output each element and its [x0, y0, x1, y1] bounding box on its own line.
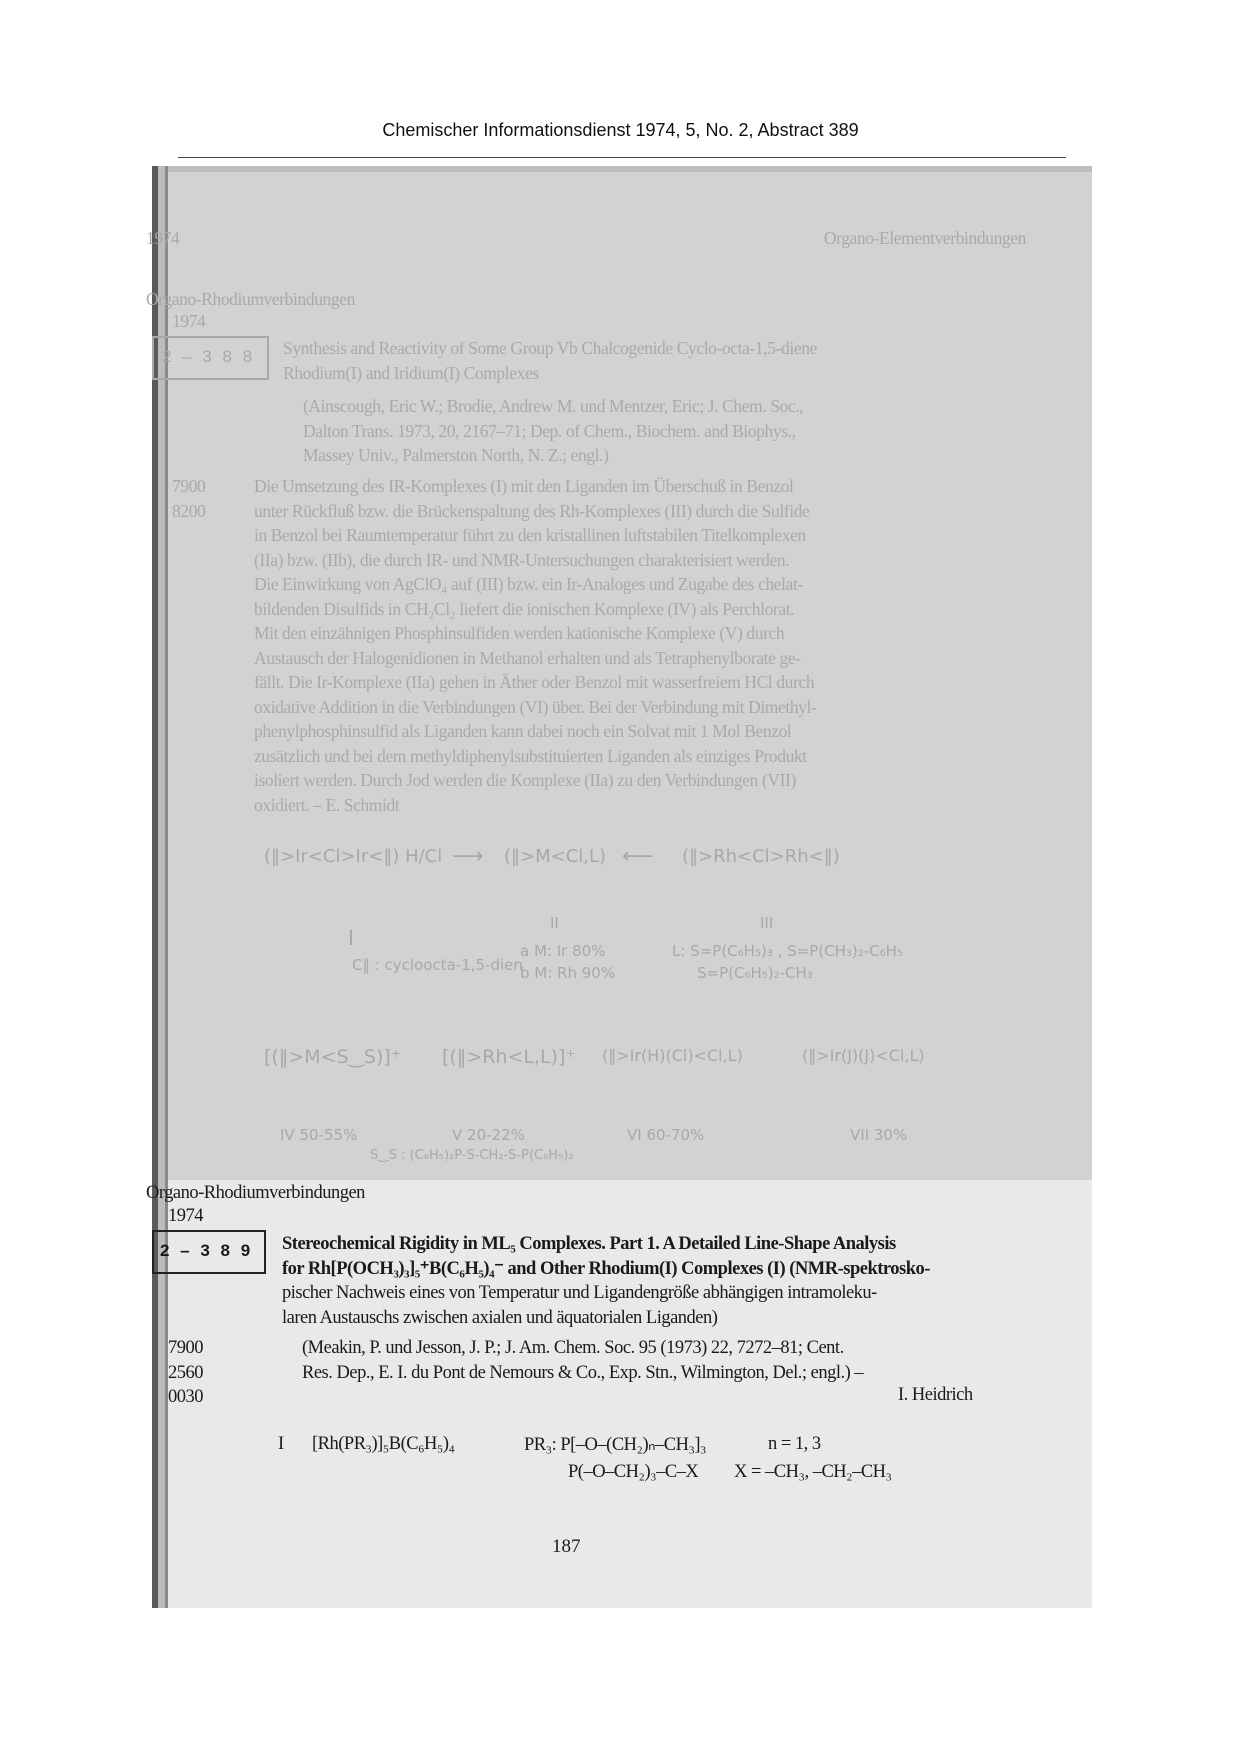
- label-II: II: [550, 914, 559, 932]
- citation-line: Massey Univ., Palmerston North, N. Z.; engl.): [303, 445, 609, 465]
- document-header: Chemischer Informationsdienst 1974, 5, No. 2, Abstract 389: [382, 120, 859, 140]
- structure-II: (‖>M<Cl,L): [504, 846, 607, 867]
- structure-VI: (‖>Ir(H)(Cl)<Cl,L): [602, 1046, 743, 1065]
- binding-edge: [158, 166, 165, 1608]
- arrow-right-icon: ⟶: [452, 844, 484, 869]
- formula-pr3-1: PR₃: P[–O–(CH₂)ₙ–CH₃]₃: [524, 1435, 707, 1455]
- body-line: (IIa) bzw. (IIb), die durch IR- und NMR-Untersuchungen charakterisiert werden.: [254, 549, 790, 570]
- disulfide-definition: S‿S : (C₆H₅)₂P-S-CH₂-S-P(C₆H₅)₂: [370, 1148, 574, 1163]
- structure-IV: [(‖>M<S‿S)]⁺: [264, 1046, 401, 1068]
- yield-VII: VII 30%: [850, 1126, 908, 1144]
- title-line: pischer Nachweis eines von Temperatur und Ligandengröße abhängigen intramoleku-: [282, 1283, 877, 1303]
- running-title: Organo-Elementverbindungen: [823, 228, 1026, 248]
- structure-V: [(‖>Rh<L,L)]⁺: [442, 1046, 576, 1068]
- body-line: fällt. Die Ir-Komplexe (IIa) gehen in Äther oder Benzol mit wasserfreiem HCl durch: [254, 672, 815, 692]
- code: 2560: [168, 1362, 203, 1383]
- abstract-number: 2 – 3 8 8: [162, 347, 256, 366]
- abstract-number-box: [152, 336, 269, 380]
- body-line: phenylphosphinsulfid als Liganden kann dabei noch ein Solvat mit 1 Mol Benzol: [254, 721, 792, 741]
- header-rule: [178, 157, 1066, 158]
- body-line: Die Einwirkung von AgClO₄ auf (III) bzw. ein Ir-Analoges und Zugabe des chelat-: [254, 574, 803, 594]
- abstract-citation: [303, 394, 803, 468]
- cod-definition: C‖ : cycloocta-1,5-dien: [352, 956, 523, 974]
- formula-pr3-2: P(–O–CH₂)₃–C–X: [568, 1462, 699, 1482]
- ligand-definition-2: S=P(C₆H₅)₂-CH₃: [697, 964, 813, 982]
- abstract-number-box: [152, 1230, 266, 1274]
- label-III: III: [760, 914, 774, 932]
- citation-line: (Meakin, P. und Jesson, J. P.; J. Am. Chem. Soc. 95 (1973) 22, 7272–81; Cent.: [302, 1338, 844, 1358]
- formula-n: n = 1, 3: [768, 1434, 821, 1454]
- abstract-title: [283, 336, 817, 385]
- page-number: 187: [552, 1536, 581, 1557]
- code: 0030: [168, 1387, 203, 1407]
- running-year: 1974: [146, 228, 180, 248]
- formula-compound: [Rh(PR₃)]₅B(C₆H₅)₄: [312, 1434, 455, 1454]
- title-line: Rhodium(I) and Iridium(I) Complexes: [283, 362, 539, 383]
- section-year: 1974: [168, 1206, 203, 1226]
- code: 7900: [172, 476, 206, 496]
- yield-IIb: b M: Rh 90%: [520, 964, 616, 982]
- structure-I: (‖>Ir<Cl>Ir<‖) H/Cl: [264, 846, 443, 867]
- scanned-page: [146, 166, 1092, 1608]
- section-heading: Organo-Rhodiumverbindungen: [146, 289, 355, 309]
- yield-V: V 20-22%: [452, 1126, 525, 1144]
- body-line: Austausch der Halogenidionen in Methanol erhalten und als Tetraphenylborate ge-: [254, 647, 801, 668]
- abstract-body: [254, 474, 816, 817]
- classification-codes: [172, 474, 205, 523]
- section-year: 1974: [172, 311, 206, 331]
- section-heading: Organo-Rhodiumverbindungen: [146, 1183, 365, 1203]
- title-line: laren Austauschs zwischen axialen und äquatorialen Liganden): [282, 1307, 718, 1328]
- body-line: zusätzlich und bei dem methyldiphenylsubstituierten Liganden als einziges Produkt: [254, 745, 807, 766]
- structure-VII: (‖>Ir(J)(J)<Cl,L): [802, 1046, 925, 1065]
- body-line: Mit den einzähnigen Phosphinsulfiden werden kationische Komplexe (V) durch: [254, 623, 785, 643]
- abstractor: I. Heidrich: [898, 1385, 973, 1405]
- title-line: for Rh[P(OCH₃)₃]₅⁺B(C₆H₅)₄⁻ and Other Rhodium(I) Complexes (I) (NMR-spektrosko-: [282, 1258, 930, 1279]
- abstract-title: [282, 1232, 930, 1330]
- yield-IV: IV 50-55%: [280, 1126, 358, 1144]
- body-line: oxidiert. – E. Schmidt: [254, 794, 400, 815]
- code: 7900: [168, 1338, 203, 1358]
- formula-x: X = –CH₃, –CH₂–CH₃: [734, 1462, 892, 1482]
- body-line: bildenden Disulfids in CH₂Cl₂ liefert die ionischen Komplexe (IV) als Perchlorat.: [254, 598, 795, 619]
- abstract-number: 2 – 3 8 9: [160, 1241, 254, 1260]
- body-line: isoliert werden. Durch Jod werden die Komplexe (IIa) zu den Verbindungen (VII): [254, 770, 796, 790]
- citation-line: (Ainscough, Eric W.; Brodie, Andrew M. und Mentzer, Eric; J. Chem. Soc.,: [303, 396, 804, 416]
- arrow-left-icon: ⟵: [622, 844, 654, 869]
- body-line: in Benzol bei Raumtemperatur führt zu den kristallinen luftstabilen Titelkomplexen: [254, 525, 806, 545]
- abstract-citation: [302, 1336, 863, 1385]
- formula-label: I: [278, 1434, 284, 1454]
- code: 8200: [172, 500, 206, 521]
- ligand-definition: L: S=P(C₆H₅)₃ , S=P(CH₃)₂-C₆H₅: [672, 942, 903, 960]
- citation-line: Dalton Trans. 1973, 20, 2167–71; Dep. of Chem., Biochem. and Biophys.,: [303, 420, 796, 441]
- yield-IIa: a M: Ir 80%: [520, 942, 606, 960]
- title-line: Stereochemical Rigidity in ML₅ Complexes. Part 1. A Detailed Line-Shape Analysis: [282, 1234, 896, 1254]
- binding-edge-dark: [152, 166, 158, 1608]
- title-line: Synthesis and Reactivity of Some Group Vb Chalcogenide Cyclo-octa-1,5-diene: [283, 338, 817, 358]
- body-line: unter Rückfluß bzw. die Brückenspaltung des Rh-Komplexes (III) durch die Sulfide: [254, 500, 810, 521]
- body-line: oxidative Addition in die Verbindungen (VI) über. Bei der Verbindung mit Dimethyl-: [254, 696, 817, 717]
- body-line: Die Umsetzung des IR-Komplexes (I) mit den Liganden im Überschuß in Benzol: [254, 476, 794, 496]
- label-I: I: [348, 926, 354, 950]
- classification-codes: [168, 1336, 203, 1410]
- scan-shadow: [152, 166, 1092, 172]
- structure-III: (‖>Rh<Cl>Rh<‖): [682, 846, 840, 867]
- citation-line: Res. Dep., E. I. du Pont de Nemours & Co., Exp. Stn., Wilmington, Del.; engl.) –: [302, 1362, 864, 1383]
- yield-VI: VI 60-70%: [627, 1126, 705, 1144]
